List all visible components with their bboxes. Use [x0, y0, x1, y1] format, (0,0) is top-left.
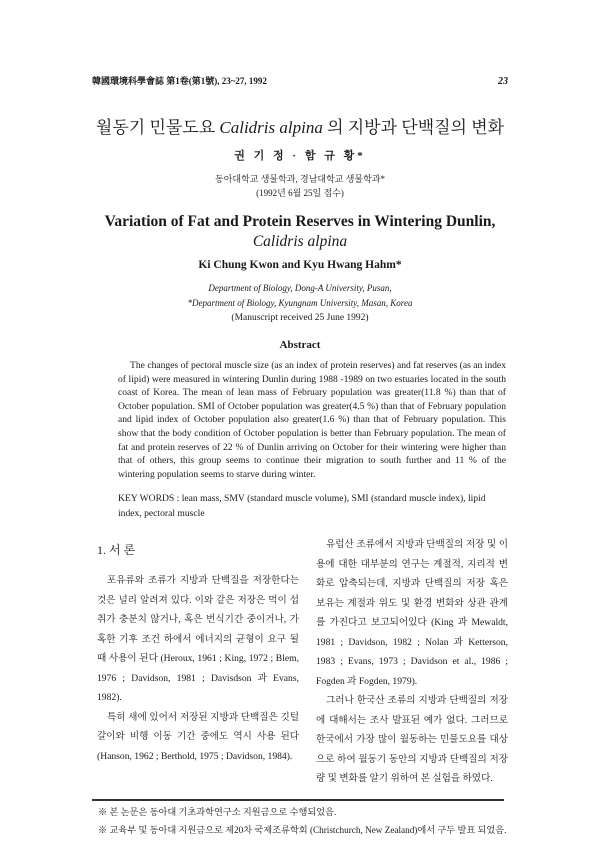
abstract-heading: Abstract: [279, 339, 321, 351]
species-name: Calidris alpina: [252, 233, 348, 250]
english-title: [92, 212, 508, 252]
korean-received-date: (1992년 6월 25일 접수): [256, 188, 344, 198]
body-columns: [92, 535, 508, 789]
english-title-text: Variation of Fat and Protein Reserves in Wintering Dunlin,: [104, 213, 496, 230]
species-name: Calidris alpina: [219, 118, 323, 137]
department-1: Department of Biology, Dong-A University, Pusan,: [208, 283, 392, 293]
paragraph: 포유류와 조류가 지방과 단백질을 저장한다는 것은 널리 알려져 있다. 이와 같은 저장은 먹이 섭취가 충분치 않거나, 혹은 번식기간 중이거나, 가혹한 기후 조건 하에서 에너지의 균형이 요구 될때 사용이 된다 (Heroux, 1961 ; King, 1972 ; Blem, 1976 ; Davidson, 1981 ; Davisdson 과 Evans, 1982).: [97, 575, 299, 704]
english-authors: Ki Chung Kwon and Kyu Hwang Hahm*: [198, 259, 402, 271]
running-header: [92, 74, 508, 87]
department-2: *Department of Biology, Kyungnam University, Masan, Korea: [187, 298, 413, 308]
page-number: 23: [498, 76, 508, 87]
affiliation-block: [92, 281, 508, 326]
abstract-text: The changes of pectoral muscle size (as an index of protein reserves) and fat reserves (as an index of lipid) were measured in wintering Dunlin during 1988 -1989 on two estuaries located in the south coast of Korea. The mean of lean mass of February population was greater(11.8 %) than that of October population. SMI of October population was greater(4.5 %) than that of February population and lipid index of October population also greater(1.6 %) than that of February population. This show that the body condition of October population is better than February population. The mean of fat and protein reserves of 22 % of Dunlin arriving on October for their wintering were higher than that of others, this group seems to continue their migration to south further and 11 % of the wintering population seems to starve during winter.: [118, 360, 506, 480]
footnote: ※ 본 논문은 동아대 기초과학연구소 지원금으로 수행되었음.: [98, 806, 337, 817]
korean-affiliation: 동아대학교 생물학과, 경남대학교 생물학과*: [215, 174, 385, 184]
manuscript-received: (Manuscript received 25 June 1992): [231, 313, 369, 323]
paragraph: 특히 새에 있어서 저장된 지방과 단백질은 깃털갈이와 비행 이동 기간 중에도 역시 사용 된다 (Hanson, 1962 ; Berthold, 1975 ; Davidson, 1984).: [97, 711, 299, 762]
korean-authors: 권 기 정 · 함 규 황*: [234, 150, 366, 162]
left-column: [97, 535, 299, 789]
korean-title-text: 의 지방과 단백질의 변화: [322, 118, 505, 137]
korean-title: [92, 117, 508, 139]
section-heading-introduction: 1. 서 론: [97, 543, 136, 558]
paragraph: 유럽산 조류에서 지방과 단백질의 저장 및 이용에 대한 대부분의 연구는 계절적, 지리적 변화로 압축되는데, 지방과 단백질의 저장 혹은 보유는 계절과 위도 및 환경 변화와 상관 관계를 가진다고 보고되어있다 (King 과 Mewaldt, 1981 ; Davidson, 1982 ; Nolan 과 Ketterson, 1983 ; Evans, 1973 ; Davidson et al., 1986 ; Fogden 과 Fogden, 1979).: [316, 539, 508, 687]
journal-header: 韓國環境科學會誌 第1卷(第1號), 23~27, 1992: [92, 76, 267, 86]
footnote-divider: [92, 799, 504, 801]
footnote: ※ 교육부 및 동아대 지원금으로 제20차 국제조류학회 (Christchurch, New Zealand)에서 구두 발표 되었음.: [98, 824, 507, 835]
paragraph: 그러나 한국산 조류의 지방과 단백질의 저장에 대해서는 조사 발표된 예가 없다. 그러므로 한국에서 가장 많이 월동하는 민물도요를 대상으로 하여 월동기 동안의 지방과 단백질의 저장량 및 변화를 알기 위하여 본 실험을 하였다.: [316, 695, 508, 785]
right-column: [316, 535, 508, 789]
korean-title-text: 월동기 민물도요: [95, 118, 220, 137]
keywords: KEY WORDS : lean mass, SMV (standard muscle volume), SMI (standard muscle index), lipid index, pectoral muscle: [118, 493, 486, 520]
